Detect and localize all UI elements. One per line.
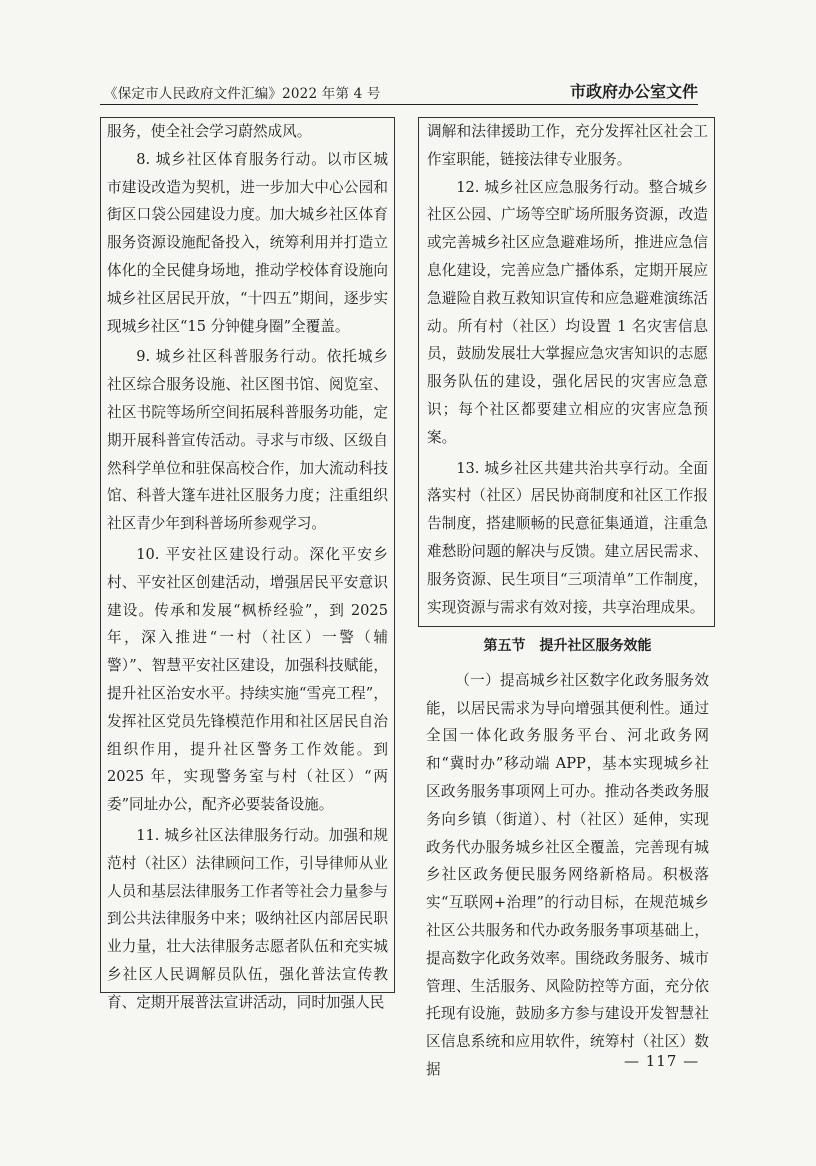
paragraph-item-12: 12. 城乡社区应急服务行动。整合城乡社区公园、广场等空旷场所服务资源，改造或完善城乡社区应急避难场所，推进应急信息化建设，完善应急广播体系，定期开展应急避险自救互救知识宣传和应急避难演练活动。所有村（社区）均设置 1 名灾害信息员，鼓励发展壮大掌握应急灾害知识的志愿服务队伍的建设，强化居民的灾害应急意识；每个社区都要建立相应的灾害应急预案。 [427,178,708,446]
left-column-box [100,117,395,1011]
header-divider [100,104,698,105]
paragraph-continuation: 服务，使全社会学习蔚然成风。 [107,123,312,140]
publication-title: 《保定市人民政府文件汇编》2022 年第 4 号 [104,86,381,102]
paragraph-item-11: 11. 城乡社区法律服务行动。加强和规范村（社区）法律顾问工作，引导律师从业人员和基层法律服务工作者等社会力量参与到公共法律服务中来；吸纳社区内部居民职业力量，壮大法律服务志愿者队伍和充实城乡社区人民调解员队伍，强化普法宣传教育、定期开展普法宣讲活动，同时加强人民 [107,826,388,1011]
paragraph-item-9: 9. 城乡社区科普服务行动。依托城乡社区综合服务设施、社区图书馆、阅览室、社区书院等场所空间拓展科普服务功能，定期开展科普宣传活动。寻求与市级、区级自然科学单位和驻保高校合作，加大流动科技馆、科普大篷车进社区服务力度；注重组织社区青少年到科普场所参观学习。 [107,348,388,533]
paragraph-item-13: 13. 城乡社区共建共治共享行动。全面落实村（社区）居民协商制度和社区工作报告制度，搭建顺畅的民意征集通道，注重急难愁盼问题的解决与反馈。建立居民需求、服务资源、民生项目“三项清单”工作制度，实现资源与需求有效对接，共享治理成果。 [427,459,708,616]
office-label: 市政府办公室文件 [569,82,698,101]
page-number: — 117 — [624,1052,700,1070]
paragraph-item-10: 10. 平安社区建设行动。深化平安乡村、平安社区创建活动，增强居民平安意识建设。传承和发展“枫桥经验”，到 2025 年，深入推进“一村（社区）一警（辅警）”、智慧平安社区建设，加强科技赋能，提升社区治安水平。持续实施“雪亮工程”，发挥社区党员先锋模范作用和社区居民自治组织作用，提升社区警务工作效能。到 2025 年，实现警务室与村（社区）“两委”同址办公，配齐必要装备设施。 [107,545,388,814]
paragraph-item-8: 8. 城乡社区体育服务行动。以市区城市建设改造为契机，进一步加大中心公园和街区口袋公园建设力度。加大城乡社区体育服务资源设施配备投入，统筹利用并打造立体化的全民健身场地，推动学校体育设施向城乡社区居民开放，“十四五”期间，逐步实现城乡社区“15 分钟健身圈”全覆盖。 [107,150,388,335]
section-title: 第五节 提升社区服务效能 [483,638,652,654]
paragraph-item-14: （一）提高城乡社区数字化政务服务效能，以居民需求为导向增强其便利性。通过全国一体化政务服务平台、河北政务网和“冀时办”移动端 APP，基本实现城乡社区政务服务事项网上可办。推动各类政务服务向乡镇（街道）、村（社区）延伸，实现政务代办服务城乡社区全覆盖，完善现有城乡社区政务便民服务网络新格局。积极落实“互联网+治理”的行动目标，在规范城乡社区公共服务和代办政务服务事项基础上，提高数字化政务效率。围绕政务服务、城市管理、生活服务、风险防控等方面，充分依托现有设施，鼓励多方参与建设开发智慧社区信息系统和应用软件，统筹村（社区）数据 [426,671,709,1078]
right-column-box [418,117,715,627]
right-column-text [418,633,715,1084]
paragraph-continuation: 调解和法律援助工作，充分发挥社区社会工作室职能，链接法律专业服务。 [427,123,708,168]
